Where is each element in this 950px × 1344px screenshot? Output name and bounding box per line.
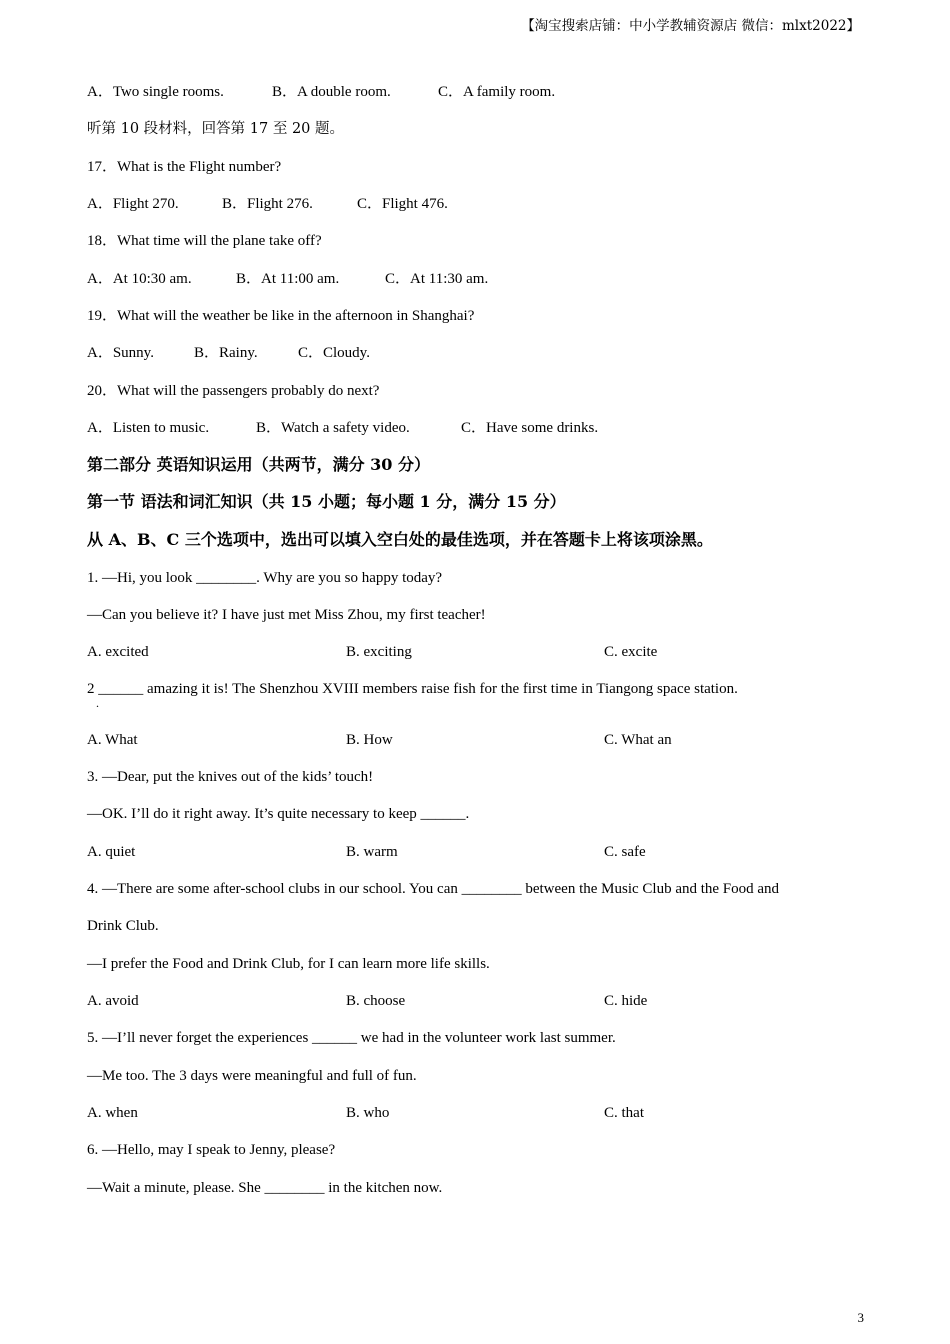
g2-option-c: C. What an [604, 732, 672, 748]
question-20: 20．What will the passengers probably do next? [87, 383, 380, 399]
grammar-q1-line2: —Can you believe it? I have just met Miss Zhou, my first teacher! [87, 607, 486, 623]
q20-option-c: C．Have some drinks. [461, 420, 599, 436]
g1-option-b: B. exciting [346, 644, 412, 660]
g3-option-a: A. quiet [87, 844, 136, 860]
q17-option-b: B．Flight 276. [222, 196, 313, 212]
g3-option-c: C. safe [604, 844, 646, 860]
grammar-q3-line1: 3. —Dear, put the knives out of the kids’ touch! [87, 769, 374, 785]
grammar-q6-line1: 6. —Hello, may I speak to Jenny, please? [87, 1142, 336, 1158]
grammar-q4-line1: 4. —There are some after-school clubs in our school. You can ________ between the Music Club and the Food and [87, 881, 780, 897]
q19-option-c: C．Cloudy. [298, 345, 370, 361]
q20-option-b: B．Watch a safety video. [256, 420, 410, 436]
question-19: 19．What will the weather be like in the afternoon in Shanghai? [87, 308, 475, 324]
g1-option-c: C. excite [604, 644, 658, 660]
g4-option-a: A. avoid [87, 993, 139, 1009]
g5-option-b: B. who [346, 1105, 390, 1121]
page-number: 3 [857, 1310, 864, 1325]
grammar-q5-line2: —Me too. The 3 days were meaningful and full of fun. [87, 1068, 417, 1084]
section-instructions: 从 A、B、C 三个选项中，选出可以填入空白处的最佳选项，并在答题卡上将该项涂黑。 [87, 530, 713, 549]
question-17: 17．What is the Flight number? [87, 159, 282, 175]
question-18: 18．What time will the plane take off? [87, 233, 322, 249]
q20-option-a: A．Listen to music. [87, 420, 210, 436]
grammar-q2: 2 ______ amazing it is! The Shenzhou XVIII members raise fish for the first time in Tiangong space station. [87, 681, 738, 697]
grammar-q3-line2: —OK. I’ll do it right away. It’s quite necessary to keep ______. [87, 806, 470, 822]
q17-option-c: C．Flight 476. [357, 196, 448, 212]
grammar-q4-line2: Drink Club. [87, 918, 159, 934]
question-number-dot: . [96, 696, 99, 710]
grammar-q1-line1: 1. —Hi, you look ________. Why are you so happy today? [87, 570, 443, 586]
q17-option-a: A．Flight 270. [87, 196, 179, 212]
page-header: 【淘宝搜索店铺：中小学教辅资源店 微信：mlxt2022】 [521, 18, 860, 34]
q18-option-c: C．At 11:30 am. [385, 271, 489, 287]
q19-option-a: A．Sunny. [87, 345, 154, 361]
g5-option-c: C. that [604, 1105, 644, 1121]
g2-option-b: B. How [346, 732, 393, 748]
g4-option-b: B. choose [346, 993, 406, 1009]
g2-option-a: A. What [87, 732, 138, 748]
q16-option-c: C．A family room. [438, 84, 556, 100]
section-10-instruction: 听第 10 段材料，回答第 17 至 20 题。 [87, 121, 345, 137]
q16-option-b: B．A double room. [272, 84, 391, 100]
grammar-q4-line3: —I prefer the Food and Drink Club, for I can learn more life skills. [87, 956, 490, 972]
g4-option-c: C. hide [604, 993, 648, 1009]
g5-option-a: A. when [87, 1105, 138, 1121]
q18-option-b: B．At 11:00 am. [236, 271, 340, 287]
part-two-heading: 第二部分 英语知识运用（共两节，满分 30 分） [87, 455, 430, 474]
g3-option-b: B. warm [346, 844, 398, 860]
grammar-q5-line1: 5. —I’ll never forget the experiences ______ we had in the volunteer work last summer. [87, 1030, 616, 1046]
g1-option-a: A. excited [87, 644, 149, 660]
q19-option-b: B．Rainy. [194, 345, 258, 361]
q18-option-a: A．At 10:30 am. [87, 271, 192, 287]
section-one-heading: 第一节 语法和词汇知识（共 15 小题；每小题 1 分，满分 15 分） [87, 492, 566, 511]
q16-option-a: A．Two single rooms. [87, 84, 224, 100]
grammar-q6-line2: —Wait a minute, please. She ________ in the kitchen now. [87, 1180, 443, 1196]
